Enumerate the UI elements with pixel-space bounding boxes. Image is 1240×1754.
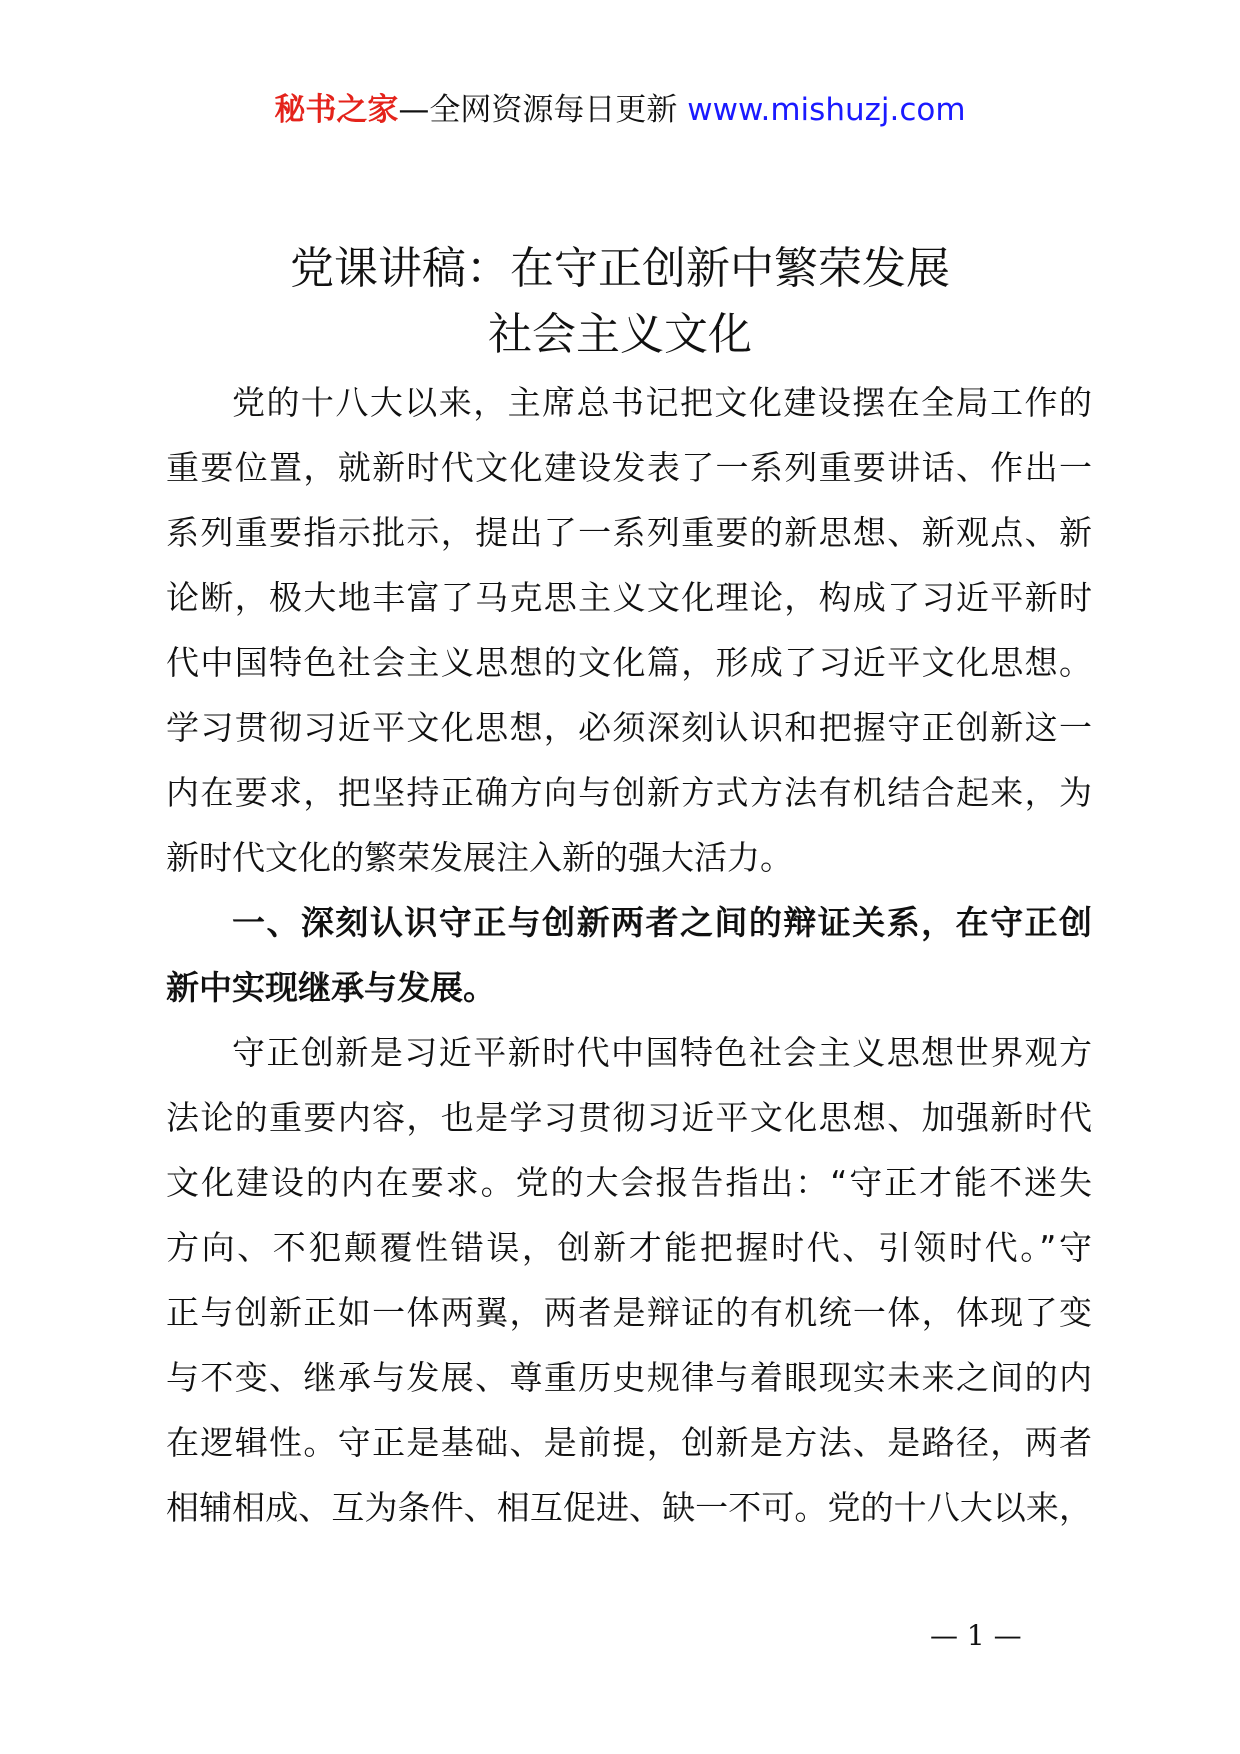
body-line: 新时代文化的繁荣发展注入新的强大活力。: [166, 838, 793, 877]
section-heading-line: 一、深刻认识守正与创新两者之间的辩证关系，在守正创: [232, 903, 1092, 942]
title-line-1: 党课讲稿：在守正创新中繁荣发展: [290, 243, 950, 294]
body-line: 代中国特色社会主义思想的文化篇，形成了习近平文化思想。: [166, 643, 1092, 682]
body-line: 系列重要指示批示，提出了一系列重要的新思想、新观点、新: [166, 513, 1092, 552]
body-line: 与不变、继承与发展、尊重历史规律与着眼现实未来之间的内: [166, 1358, 1092, 1397]
page-number: — 1 —: [930, 1619, 1022, 1652]
body-line: 论断，极大地丰富了马克思主义文化理论，构成了习近平新时: [166, 578, 1092, 617]
site-header: [0, 88, 1240, 132]
document-body: [166, 370, 1092, 1540]
section-heading-line: 新中实现继承与发展。: [166, 968, 496, 1007]
body-line: 正与创新正如一体两翼，两者是辩证的有机统一体，体现了变: [166, 1293, 1092, 1332]
body-line: 重要位置，就新时代文化建设发表了一系列重要讲话、作出一: [166, 448, 1092, 487]
body-line: 在逻辑性。守正是基础、是前提，创新是方法、是路径，两者: [166, 1423, 1092, 1462]
body-line: 学习贯彻习近平文化思想，必须深刻认识和把握守正创新这一: [166, 708, 1092, 747]
body-line: 相辅相成、互为条件、相互促进、缺一不可。党的十八大以来，: [166, 1488, 1092, 1527]
body-line: 文化建设的内在要求。党的大会报告指出：“守正才能不迷失: [166, 1163, 1092, 1202]
title-line-2: 社会主义文化: [488, 309, 752, 360]
body-line: 法论的重要内容，也是学习贯彻习近平文化思想、加强新时代: [166, 1098, 1092, 1137]
body-line: 守正创新是习近平新时代中国特色社会主义思想世界观方: [232, 1033, 1092, 1072]
site-url-link[interactable]: www.mishuzj.com: [687, 92, 966, 128]
body-line: 党的十八大以来，主席总书记把文化建设摆在全局工作的: [232, 383, 1092, 422]
body-line: 方向、不犯颠覆性错误，创新才能把握时代、引领时代。”守: [166, 1228, 1092, 1267]
brand-name: 秘书之家: [274, 92, 399, 128]
body-line: 内在要求，把坚持正确方向与创新方式方法有机结合起来，为: [166, 773, 1092, 812]
header-tagline: —全网资源每日更新: [398, 92, 688, 128]
document-title: [0, 236, 1240, 368]
